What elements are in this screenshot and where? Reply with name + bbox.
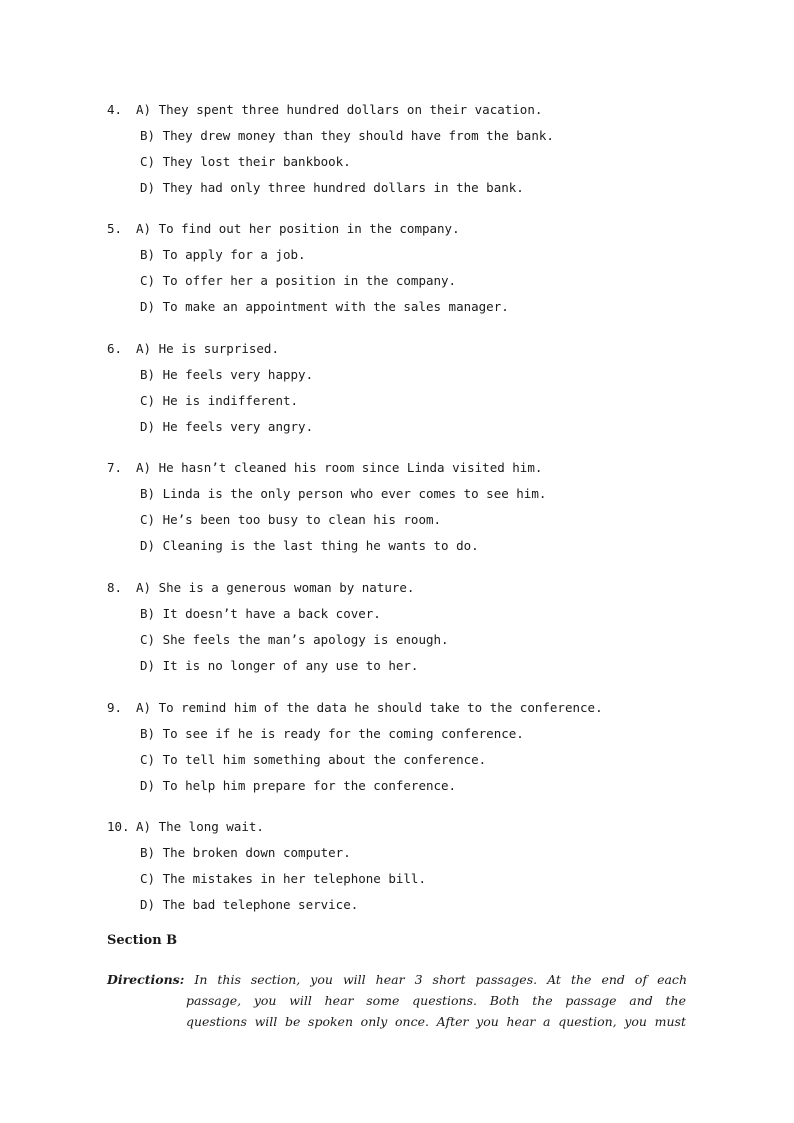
option-c: C) She feels the man’s apology is enough. [140, 632, 449, 647]
question-number: 6. [107, 341, 123, 356]
option-a: A) They spent three hundred dollars on their vacation. [136, 102, 543, 117]
directions-label: Directions: [107, 972, 185, 987]
option-a: A) To find out her position in the company. [136, 221, 460, 236]
option-c: C) He’s been too busy to clean his room. [140, 512, 442, 527]
question-number: 4. [107, 102, 123, 117]
question-9 [107, 699, 707, 803]
option-a: A) To remind him of the data he should take to the conference. [136, 700, 603, 715]
option-d: D) Cleaning is the last thing he wants to do. [140, 538, 479, 553]
question-8 [107, 579, 707, 683]
option-d: D) To make an appointment with the sales manager. [140, 299, 509, 314]
question-6 [107, 340, 707, 444]
option-b: B) They drew money than they should have from the bank. [140, 128, 554, 143]
question-5 [107, 220, 707, 324]
section-title: Section B [107, 933, 178, 948]
option-c: C) They lost their bankbook. [140, 154, 351, 169]
option-d: D) The bad telephone service. [140, 897, 359, 912]
directions-line-1 [107, 969, 687, 990]
option-c: C) To offer her a position in the company. [140, 273, 457, 288]
option-b: B) To see if he is ready for the coming conference. [140, 726, 524, 741]
option-d: D) He feels very angry. [140, 419, 314, 434]
option-c: C) To tell him something about the conference. [140, 752, 487, 767]
option-a: A) He hasn’t cleaned his room since Linda visited him. [136, 460, 543, 475]
option-b: B) The broken down computer. [140, 845, 351, 860]
question-10 [107, 818, 707, 922]
option-c: C) He is indifferent. [140, 393, 299, 408]
directions-block [107, 969, 687, 1032]
option-b: B) It doesn’t have a back cover. [140, 606, 381, 621]
option-d: D) It is no longer of any use to her. [140, 658, 419, 673]
question-4 [107, 101, 707, 205]
option-b: B) He feels very happy. [140, 367, 314, 382]
question-number: 8. [107, 580, 123, 595]
option-a: A) The long wait. [136, 819, 264, 834]
option-b: B) To apply for a job. [140, 247, 306, 262]
directions-line-2: passage, you will hear some questions. Both the passage and the [186, 993, 686, 1008]
directions-text-1: In this section, you will hear 3 short passages. At the end of each [194, 972, 687, 987]
question-number: 5. [107, 221, 123, 236]
question-number: 10. [107, 819, 130, 834]
question-number: 9. [107, 700, 123, 715]
option-d: D) They had only three hundred dollars in the bank. [140, 180, 524, 195]
question-7 [107, 459, 707, 563]
option-b: B) Linda is the only person who ever comes to see him. [140, 486, 547, 501]
question-number: 7. [107, 460, 123, 475]
option-a: A) She is a generous woman by nature. [136, 580, 415, 595]
option-c: C) The mistakes in her telephone bill. [140, 871, 426, 886]
directions-line-3: questions will be spoken only once. After you hear a question, you must [186, 1014, 686, 1029]
option-a: A) He is surprised. [136, 341, 279, 356]
option-d: D) To help him prepare for the conference. [140, 778, 457, 793]
